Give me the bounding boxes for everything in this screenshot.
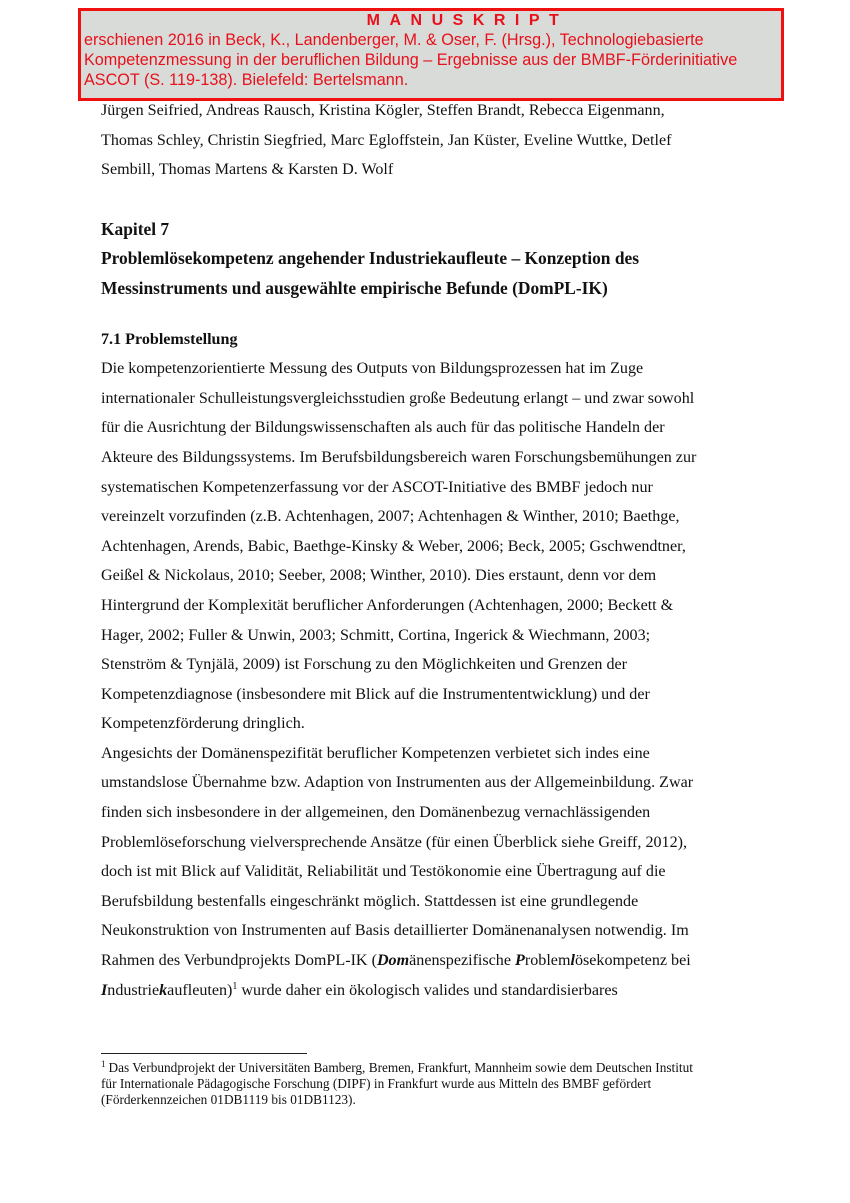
stamp-citation-line: erschienen 2016 in Beck, K., Landenberger, M. & Oser, F. (Hrsg.), Technologiebasierte [84, 31, 704, 49]
author-line: Sembill, Thomas Martens & Karsten D. Wolf [101, 161, 394, 179]
text-line-project [101, 946, 761, 976]
text-line: internationaler Schulleistungsvergleichsstudien große Bedeutung erlangt – und zwar sowohl [101, 389, 695, 407]
text-run: aufleuten) [167, 981, 233, 999]
text-line: Achtenhagen, Arends, Babic, Baethge-Kinsky & Weber, 2006; Beck, 2005; Gschwendtner, [101, 537, 686, 555]
author-line: Jürgen Seifried, Andreas Rausch, Kristina Kögler, Steffen Brandt, Rebecca Eigenmann, [101, 102, 665, 119]
stamp-citation-line: ASCOT (S. 119-138). Bielefeld: Bertelsmann. [84, 71, 409, 89]
footnote-marker: 1 [101, 1059, 106, 1069]
paragraph-1 [101, 354, 761, 739]
text-run: wurde daher ein ökologisch valides und standardisierbares [237, 981, 618, 999]
text-run: Rahmen des Verbundprojekts DomPL-IK ( [101, 952, 377, 970]
text-line: Akteure des Bildungssystems. Im Berufsbildungsbereich waren Forschungsbemühungen zur [101, 448, 697, 466]
page-body [101, 96, 761, 1005]
text-line-industrie [101, 976, 761, 1006]
text-run: ndustrie [107, 981, 160, 999]
stamp-title: MANUSKRIPT [366, 12, 569, 29]
emphasis-letters: I [101, 981, 108, 999]
chapter-title-line: Problemlösekompetenz angehender Industriekaufleute – Konzeption des [101, 248, 639, 269]
footnote-line: (Förderkennzeichen 01DB1119 bis 01DB1123). [101, 1092, 356, 1107]
chapter-title-line: Messinstruments und ausgewählte empirische Befunde (DomPL-IK) [101, 277, 608, 298]
footnote-line [101, 1060, 761, 1076]
text-line: für die Ausrichtung der Bildungswissenschaften als auch für das politische Handeln der [101, 419, 665, 437]
text-line: doch ist mit Blick auf Validität, Reliabilität und Testökonomie eine Übertragung auf die [101, 863, 666, 881]
text-run: ösekompetenz bei [574, 952, 691, 970]
text-line: Problemlöseforschung vielversprechende Ansätze (für einen Überblick siehe Greiff, 2012), [101, 833, 688, 851]
emphasis-letters: P [515, 952, 525, 970]
text-line: finden sich insbesondere in der allgemeinen, den Domänenbezug vernachlässigenden [101, 804, 651, 822]
text-run: roblem [524, 952, 571, 970]
author-line: Thomas Schley, Christin Siegfried, Marc Egloffstein, Jan Küster, Eveline Wuttke, Detlef [101, 131, 672, 149]
emphasis-letters: l [570, 952, 575, 970]
text-line: Angesichts der Domänenspezifität beruflicher Kompetenzen verbietet sich indes eine [101, 744, 650, 762]
chapter-label: Kapitel 7 [101, 218, 170, 239]
footnote-reference[interactable]: 1 [232, 980, 238, 992]
text-line: Kompetenzdiagnose (insbesondere mit Blick auf die Instrumententwicklung) und der [101, 685, 650, 703]
footnote-divider [101, 1053, 307, 1054]
text-line: Stenström & Tynjälä, 2009) ist Forschung zu den Möglichkeiten und Grenzen der [101, 656, 627, 674]
text-line: Die kompetenzorientierte Messung des Outputs von Bildungsprozessen hat im Zuge [101, 360, 644, 378]
footnote-line: für Internationale Pädagogische Forschung (DIPF) in Frankfurt wurde aus Mitteln des BMBF gefördert [101, 1076, 652, 1091]
text-line: vereinzelt vorzufinden (z.B. Achtenhagen, 2007; Achtenhagen & Winther, 2010; Baethge, [101, 508, 680, 526]
text-line: systematischen Kompetenzerfassung vor der ASCOT-Initiative des BMBF jedoch nur [101, 478, 653, 496]
section-heading: 7.1 Problemstellung [101, 330, 238, 348]
text-line: Hintergrund der Komplexität beruflicher Anforderungen (Achtenhagen, 2000; Beckett & [101, 596, 674, 614]
text-line: Geißel & Nickolaus, 2010; Seeber, 2008; Winther, 2010). Dies erstaunt, denn vor dem [101, 567, 657, 585]
text-run: änenspezifische [409, 952, 516, 970]
emphasis-letters: Dom [376, 952, 410, 970]
paragraph-2 [101, 739, 761, 1005]
footnote-text: Das Verbundprojekt der Universitäten Bamberg, Bremen, Frankfurt, Mannheim sowie dem Deutschen Institut [108, 1060, 693, 1075]
manuscript-stamp [78, 8, 784, 101]
text-line: Hager, 2002; Fuller & Unwin, 2003; Schmitt, Cortina, Ingerick & Wiechmann, 2003; [101, 626, 651, 644]
stamp-citation-line: Kompetenzmessung in der beruflichen Bildung – Ergebnisse aus der BMBF-Förderinitiative [84, 51, 738, 69]
text-line: Neukonstruktion von Instrumenten auf Basis detaillierter Domänenanalysen notwendig. Im [101, 922, 689, 940]
text-line: Kompetenzförderung dringlich. [101, 715, 305, 733]
footnote [101, 1060, 761, 1108]
chapter-heading [101, 215, 761, 304]
text-line: Berufsbildung bestenfalls eingeschränkt möglich. Stattdessen ist eine grundlegende [101, 892, 639, 910]
text-line: umstandslose Übernahme bzw. Adaption von Instrumenten aus der Allgemeinbildung. Zwar [101, 774, 694, 792]
author-list [101, 96, 761, 185]
emphasis-letters: k [159, 981, 168, 999]
